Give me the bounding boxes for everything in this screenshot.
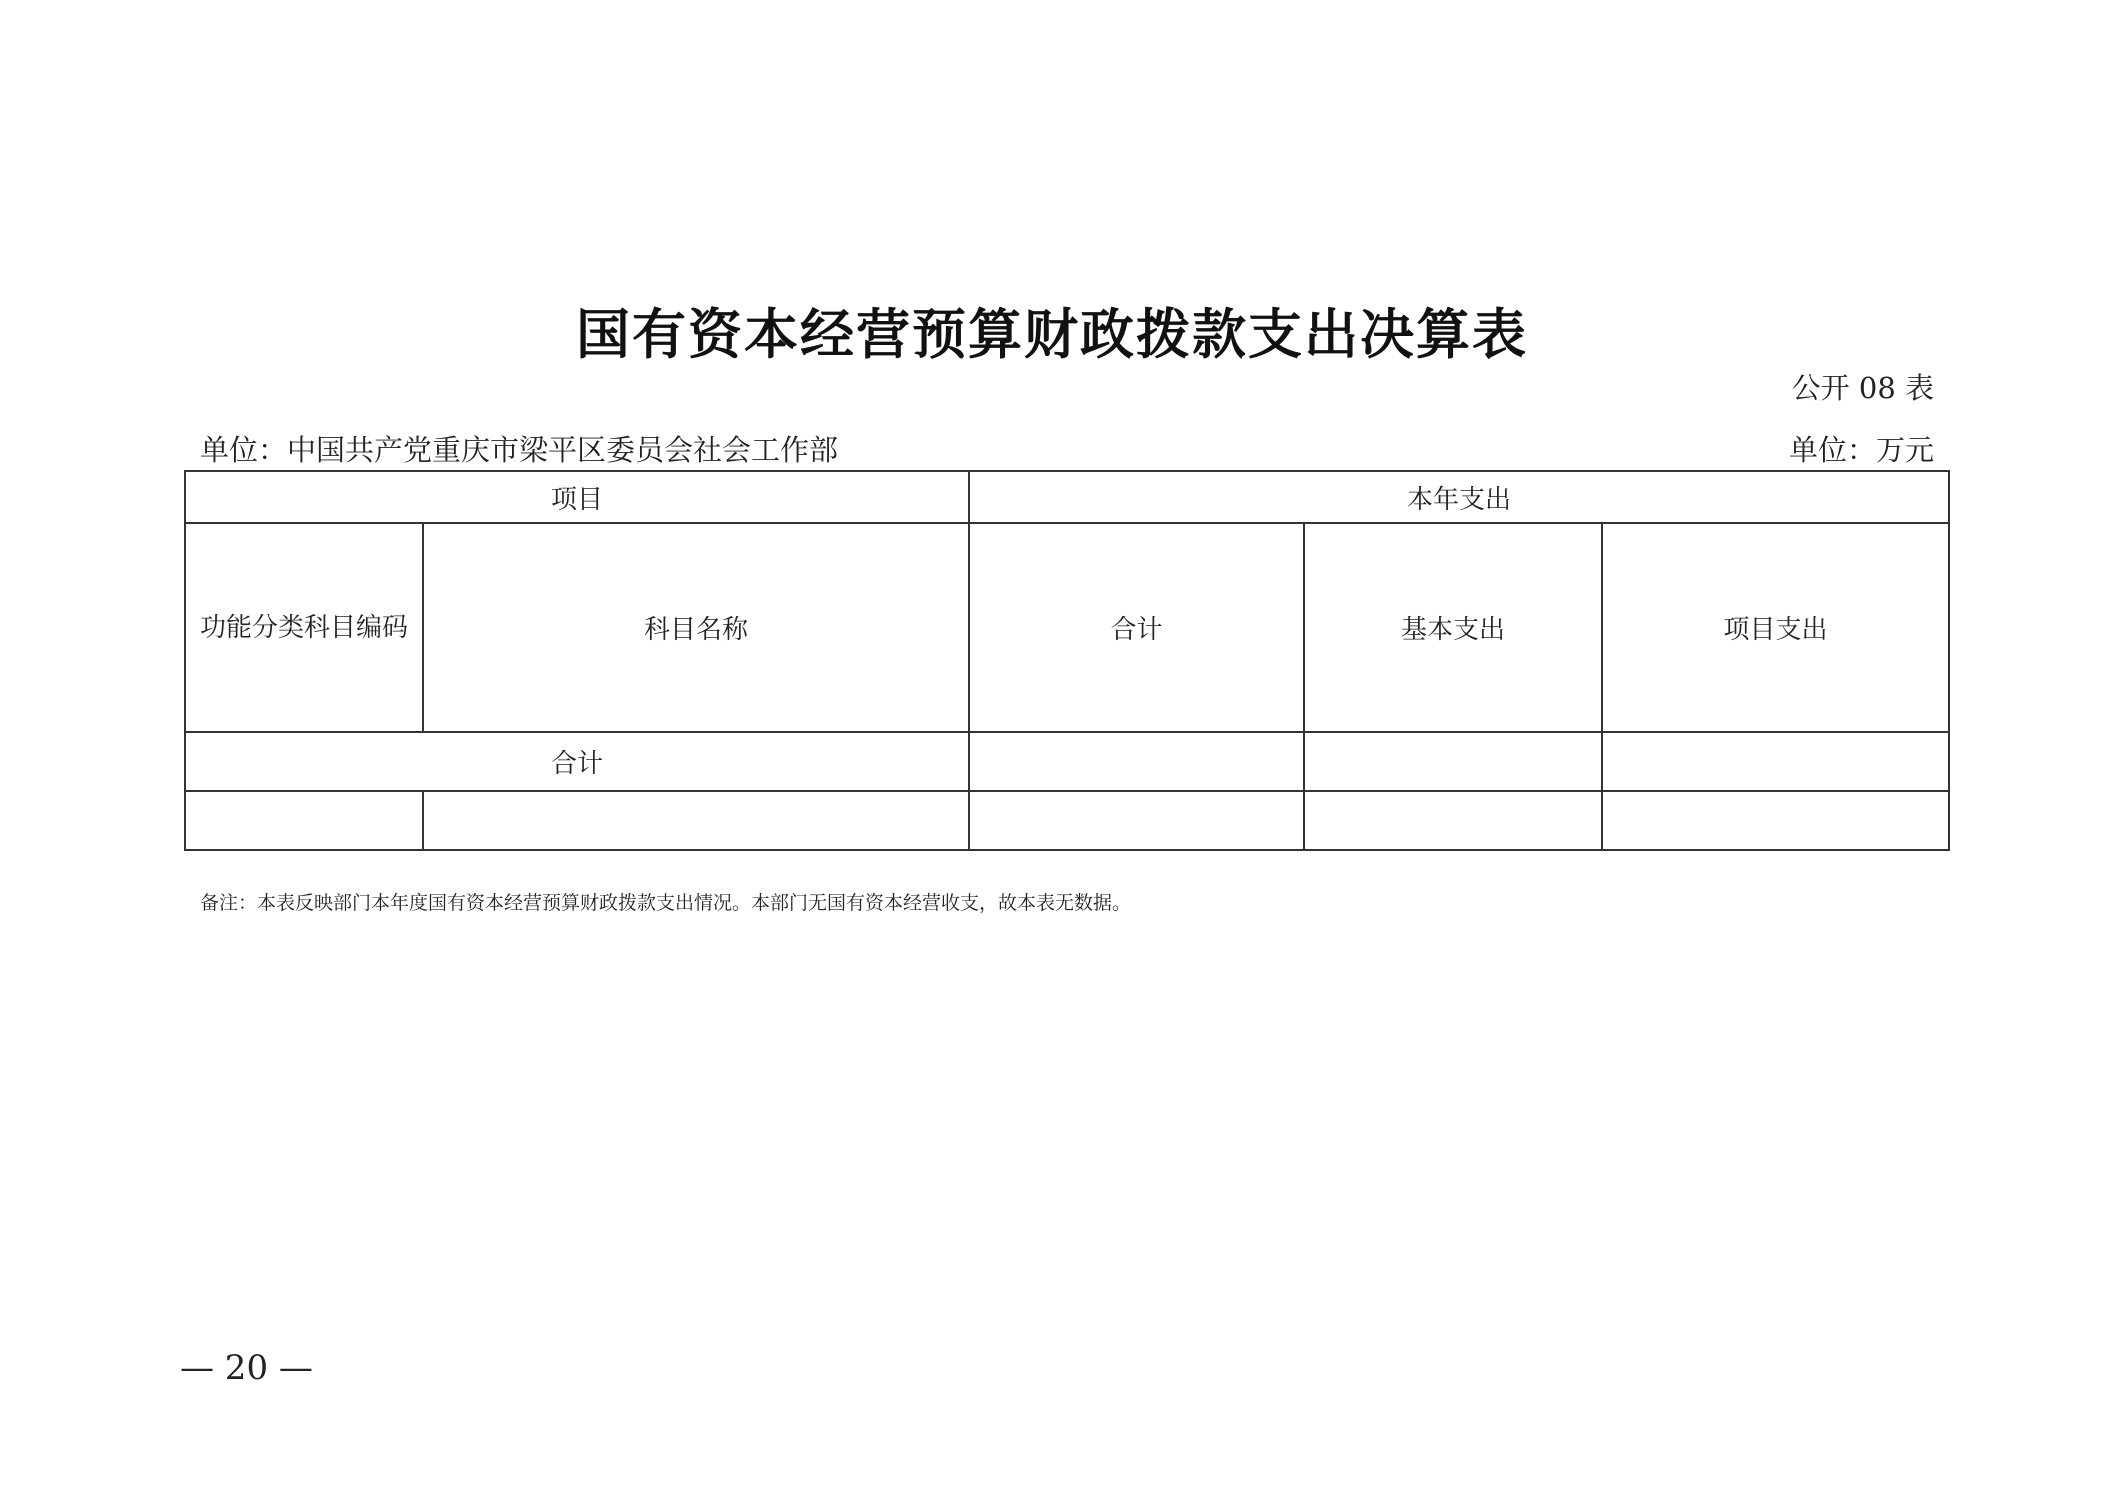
table-row: [185, 791, 1949, 850]
table-subheader-row: [185, 523, 1949, 732]
page-number: — 20 —: [180, 1348, 313, 1388]
form-number: 公开 08 表: [1791, 371, 1934, 405]
table-header-row: [185, 471, 1949, 523]
col-subject-name: 科目名称: [423, 523, 969, 732]
table-row-total: [185, 732, 1949, 791]
col-project-expenditure: 项目支出: [1602, 523, 1949, 732]
row-project: [1602, 791, 1949, 850]
row-total: [969, 791, 1304, 850]
unit-currency: 单位：万元: [1788, 433, 1934, 467]
col-basic-expenditure: 基本支出: [1304, 523, 1602, 732]
total-row-total: [969, 732, 1304, 791]
col-function-code: 功能分类科目编码: [185, 523, 423, 732]
row-code: [185, 791, 423, 850]
header-project: 项目: [185, 471, 969, 523]
page-title: 国有资本经营预算财政拨款支出决算表: [576, 303, 1528, 366]
total-row-basic: [1304, 732, 1602, 791]
row-name: [423, 791, 969, 850]
total-row-label: 合计: [185, 732, 969, 791]
row-basic: [1304, 791, 1602, 850]
table-note: 备注：本表反映部门本年度国有资本经营预算财政拨款支出情况。本部门无国有资本经营收支，故本表无数据。: [200, 892, 1132, 914]
expenditure-table: [184, 470, 1950, 851]
total-row-project: [1602, 732, 1949, 791]
col-total: 合计: [969, 523, 1304, 732]
unit-organization: 单位：中国共产党重庆市梁平区委员会社会工作部: [200, 433, 839, 467]
header-current-year-expenditure: 本年支出: [969, 471, 1949, 523]
